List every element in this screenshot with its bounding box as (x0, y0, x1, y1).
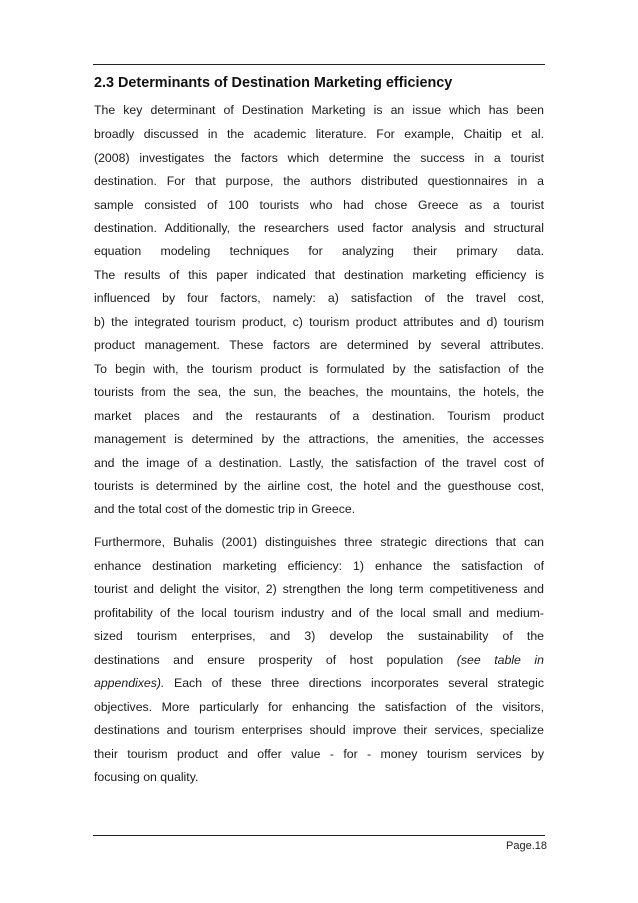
paragraph-1-line: management is determined by the attractions, the amenities, the accesses (94, 432, 544, 446)
paragraph-1-line: (2008) investigates the factors which determine the success in a tourist (94, 151, 544, 165)
paragraph-2-line: destinations and tourism enterprises should improve their services, specialize (94, 723, 544, 737)
paragraph-1-line: product management. These factors are determined by several attributes. (94, 338, 544, 352)
paragraph-2-text: destinations and ensure prosperity of host population (94, 653, 457, 667)
paragraph-2-line: sized tourism enterprises, and 3) develop the sustainability of the (94, 629, 544, 643)
paragraph-2-line: profitability of the local tourism industry and of the local small and medium- (94, 606, 544, 620)
bottom-rule (93, 835, 545, 836)
table-reference-italic: appendixes). (94, 676, 165, 690)
paragraph-1-line: sample consisted of 100 tourists who had chose Greece as a tourist (94, 198, 544, 212)
paragraph-2-line: tourist and delight the visitor, 2) strengthen the long term competitiveness and (94, 582, 544, 596)
paragraph-1-line: tourists from the sea, the sun, the beaches, the mountains, the hotels, the (94, 385, 544, 399)
paragraph-1-line: equation modeling techniques for analyzing their primary data. (94, 244, 544, 258)
paragraph-2-line (94, 676, 544, 691)
section-heading: 2.3 Determinants of Destination Marketing efficiency (94, 75, 453, 91)
paragraph-1-line: tourists is determined by the airline cost, the hotel and the guesthouse cost, (94, 479, 544, 493)
paragraph-1-line: influenced by four factors, namely: a) satisfaction of the travel cost, (94, 291, 544, 305)
paragraph-1-line: To begin with, the tourism product is formulated by the satisfaction of the (94, 362, 544, 376)
paragraph-2-line: objectives. More particularly for enhancing the satisfaction of the visitors, (94, 700, 544, 714)
paragraph-1-line: b) the integrated tourism product, c) tourism product attributes and d) tourism (94, 315, 544, 329)
paragraph-1-line: destination. Additionally, the researchers used factor analysis and structural (94, 221, 544, 235)
paragraph-2-line (94, 653, 544, 668)
paragraph-2-line: focusing on quality. (94, 770, 199, 784)
paragraph-1-line: destination. For that purpose, the authors distributed questionnaires in a (94, 174, 544, 188)
top-rule (93, 64, 545, 65)
paragraph-1-line: and the image of a destination. Lastly, the satisfaction of the travel cost of (94, 456, 544, 470)
paragraph-2-line: enhance destination marketing efficiency: 1) enhance the satisfaction of (94, 559, 544, 573)
paragraph-1-line: market places and the restaurants of a destination. Tourism product (94, 409, 544, 423)
paragraph-1-line: The key determinant of Destination Marketing is an issue which has been (94, 103, 544, 117)
paragraph-1-line: and the total cost of the domestic trip in Greece. (94, 502, 356, 516)
page-number: Page.18 (506, 840, 547, 852)
paragraph-1-line: The results of this paper indicated that destination marketing efficiency is (94, 268, 544, 282)
table-reference-italic: (see table in (456, 653, 544, 667)
paragraph-2-line: Furthermore, Buhalis (2001) distinguishes three strategic directions that can (94, 535, 544, 549)
paragraph-1-line: broadly discussed in the academic literature. For example, Chaitip et al. (94, 127, 544, 141)
paragraph-2-line: their tourism product and offer value - for - money tourism services by (94, 747, 544, 761)
paragraph-2-text: Each of these three directions incorporates several strategic (164, 676, 544, 690)
